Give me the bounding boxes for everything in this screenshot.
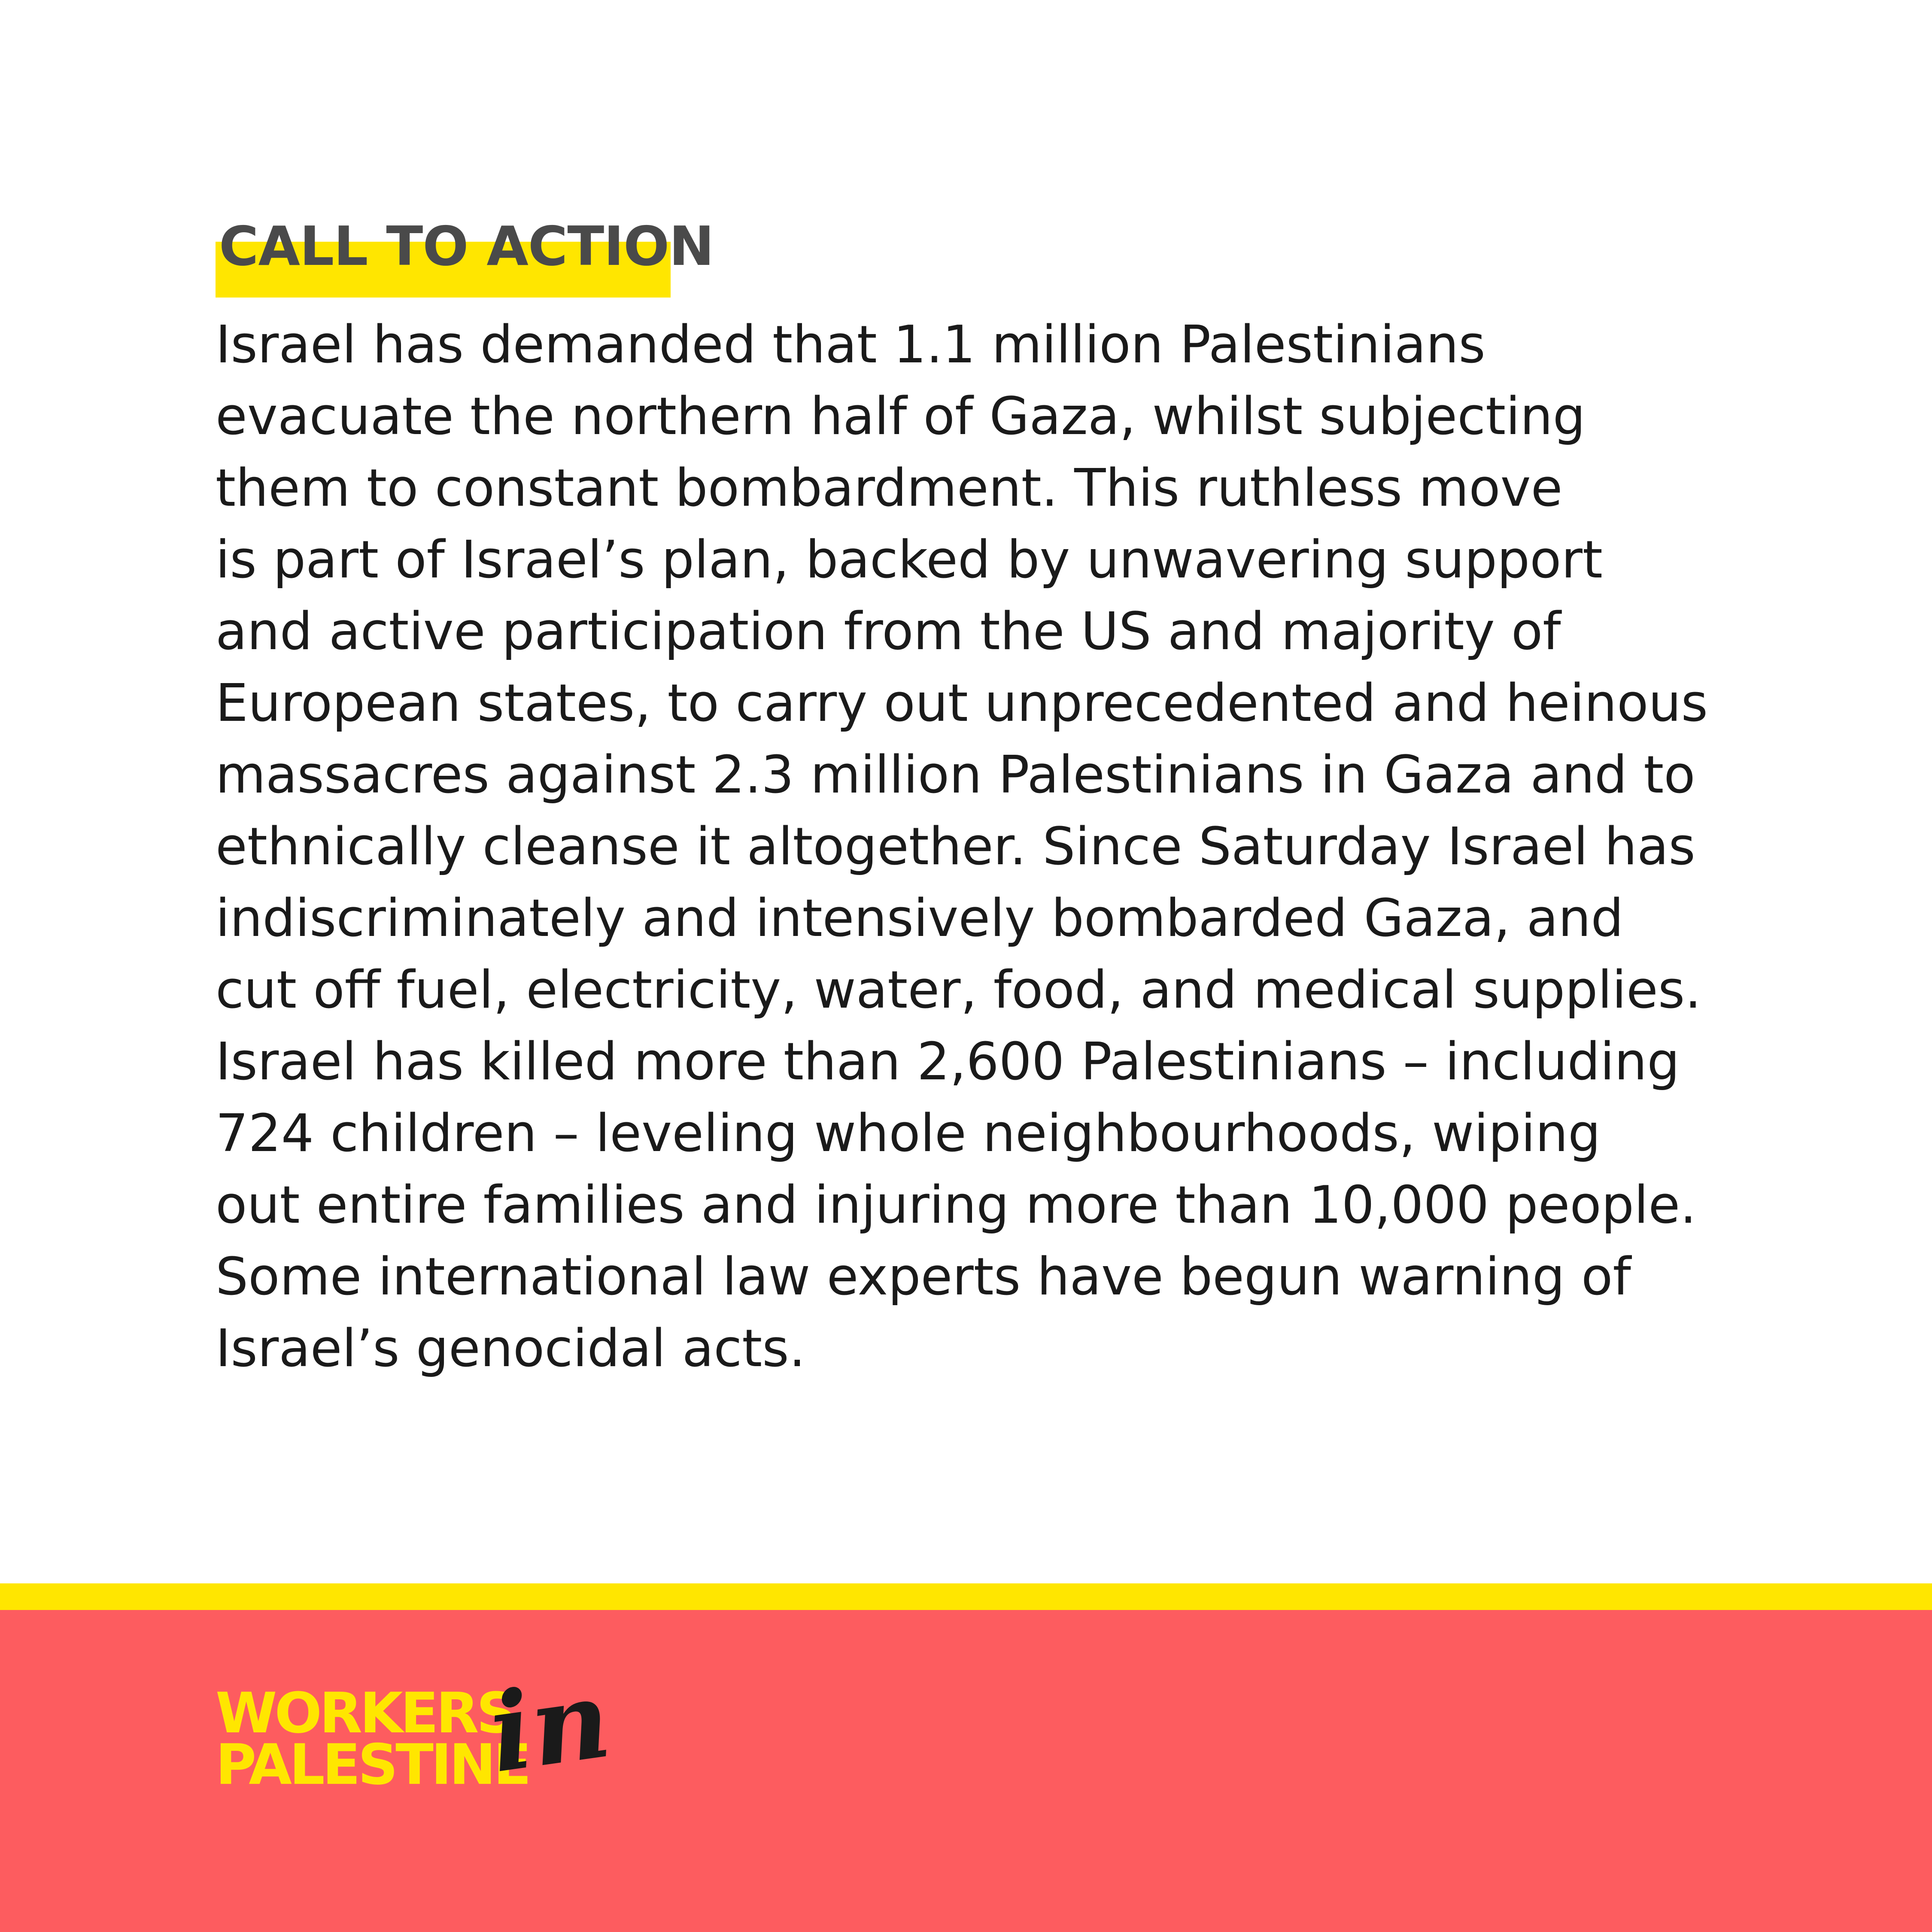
logo-line-workers: WORKERS	[216, 1680, 514, 1746]
body-line: is part of Israel’s plan, backed by unwavering support	[216, 530, 1603, 590]
body-line: Some international law experts have begun warning of	[216, 1247, 1631, 1307]
body-line: Israel’s genocidal acts.	[216, 1319, 805, 1379]
logo-line-palestine: PALESTINE	[216, 1732, 529, 1797]
body-line: 724 children – leveling whole neighbourhoods, wiping	[216, 1104, 1601, 1163]
body-line: cut off fuel, electricity, water, food, and medical supplies.	[216, 960, 1701, 1020]
body-line: and active participation from the US and majority of	[216, 602, 1561, 662]
footer-stripe	[0, 1583, 1932, 1610]
body-line: evacuate the northern half of Gaza, whilst subjecting	[216, 387, 1586, 447]
logo-accent-in: in	[482, 1655, 617, 1797]
body-line: Israel has killed more than 2,600 Palestinians – including	[216, 1032, 1680, 1092]
body-line: out entire families and injuring more than 10,000 people.	[216, 1176, 1697, 1235]
heading-block	[216, 215, 723, 278]
body-line: massacres against 2.3 million Palestinians in Gaza and to	[216, 745, 1695, 805]
page-title: CALL TO ACTION	[219, 215, 714, 278]
body-line: them to constant bombardment. This ruthless move	[216, 459, 1563, 518]
body-line: ethnically cleanse it altogether. Since Saturday Israel has	[216, 817, 1695, 877]
logo	[216, 1655, 617, 1814]
body-line: European states, to carry out unprecedented and heinous	[216, 674, 1708, 733]
body-line: indiscriminately and intensively bombarded Gaza, and	[216, 889, 1624, 948]
body-line: Israel has demanded that 1.1 million Palestinians	[216, 315, 1485, 375]
body-paragraph	[216, 309, 1744, 1385]
